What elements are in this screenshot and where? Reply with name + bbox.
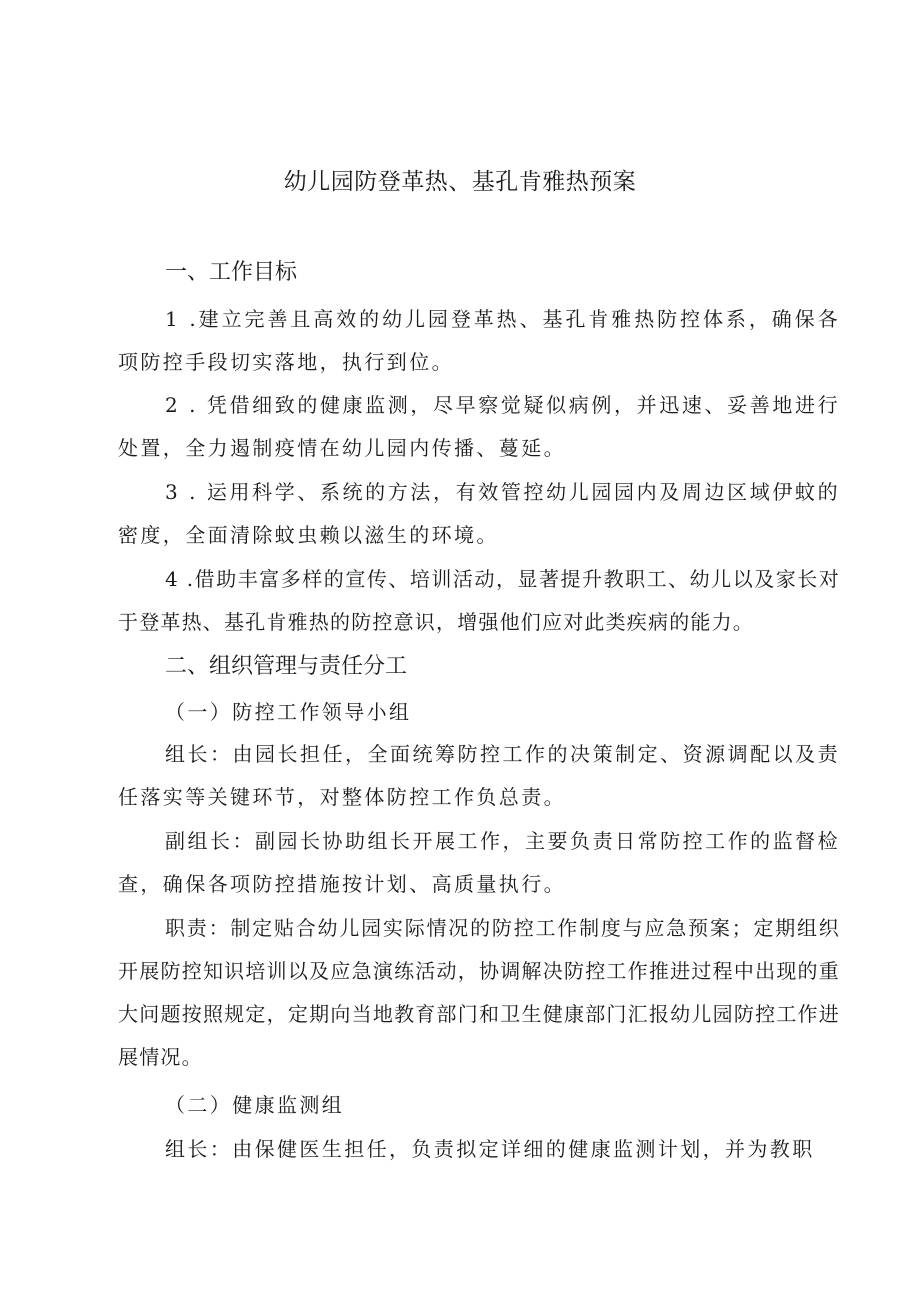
subsection-heading-leadership: （一）防控工作领导小组 — [165, 700, 412, 724]
leadership-paragraph-3: 职责：制定贴合幼儿园实际情况的防控工作制度与应急预案；定期组织开展防控知识培训以及应急演练活动，协调解决防控工作推进过程中出现的重大问题按照规定，定期向当地教育部门和卫生健康部门汇报幼儿园防控工作进展情况。 — [118, 916, 840, 1069]
leadership-paragraph-1: 组长：由园长担任，全面统筹防控工作的决策制定、资源调配以及责任落实等关键环节，对整体防控工作负总责。 — [118, 742, 840, 809]
leadership-paragraph-2: 副组长：副园长协助组长开展工作，主要负责日常防控工作的监督检查，确保各项防控措施按计划、高质量执行。 — [118, 829, 840, 896]
goal-paragraph-2: 2 . 凭借细致的健康监测，尽早察觉疑似病例，并迅速、妥善地进行处置，全力遏制疫情在幼儿园内传播、蔓延。 — [118, 393, 840, 460]
section-heading-organization: 二、组织管理与责任分工 — [165, 654, 408, 679]
goal-paragraph-4: 4 .借助丰富多样的宣传、培训活动，显著提升教职工、幼儿以及家长对于登革热、基孔肯雅热的防控意识，增强他们应对此类疾病的能力。 — [118, 567, 840, 634]
section-heading-goals: 一、工作目标 — [165, 260, 298, 285]
subsection-heading-health-monitoring: （二）健康监测组 — [165, 1093, 345, 1117]
goal-paragraph-1: 1 .建立完善且高效的幼儿园登革热、基孔肯雅热防控体系，确保各项防控手段切实落地，执行到位。 — [118, 307, 840, 374]
document-title: 幼儿园防登革热、基孔肯雅热预案 — [283, 169, 637, 195]
health-monitoring-paragraph-1: 组长：由保健医生担任，负责拟定详细的健康监测计划，并为教职 — [165, 1137, 815, 1161]
goal-paragraph-3: 3 . 运用科学、系统的方法，有效管控幼儿园园内及周边区域伊蚊的密度，全面清除蚊虫赖以滋生的环境。 — [118, 480, 840, 547]
